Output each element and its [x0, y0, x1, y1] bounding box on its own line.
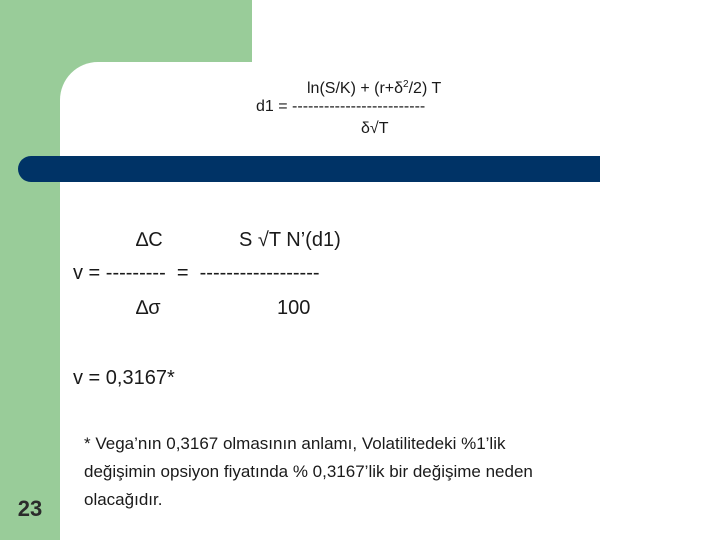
vega-result: v = 0,3167*: [73, 367, 175, 389]
vega-numerator-left: ∆C: [136, 229, 163, 251]
title-divider-bar: [18, 156, 600, 182]
d1-denominator: δ√T: [361, 120, 389, 137]
vega-denominator-left: ∆σ: [136, 297, 161, 319]
d1-numerator: $\ln(S/K) + (r+\delta^2/2)$ T: [307, 79, 442, 97]
vega-denominator-right: 100: [277, 297, 311, 319]
footnote-line: * Vega’nın 0,3167 olmasının anlamı, Volatilitedeki %1’lik: [84, 434, 506, 453]
decorative-green-band-left: [0, 0, 60, 540]
slide-number: 23: [17, 496, 43, 521]
footnote-line: değişimin opsiyon fiyatında % 0,3167’lik bir değişime neden: [84, 462, 533, 481]
title-divider-bar-end: [586, 156, 600, 182]
vega-numerator-right: S √T N’(d1): [239, 229, 341, 251]
d1-lhs-line: d1 = -------------------------: [256, 98, 426, 115]
footnote-line: olacağıdır.: [84, 490, 163, 509]
vega-main-line: v = --------- = ------------------: [73, 262, 320, 284]
